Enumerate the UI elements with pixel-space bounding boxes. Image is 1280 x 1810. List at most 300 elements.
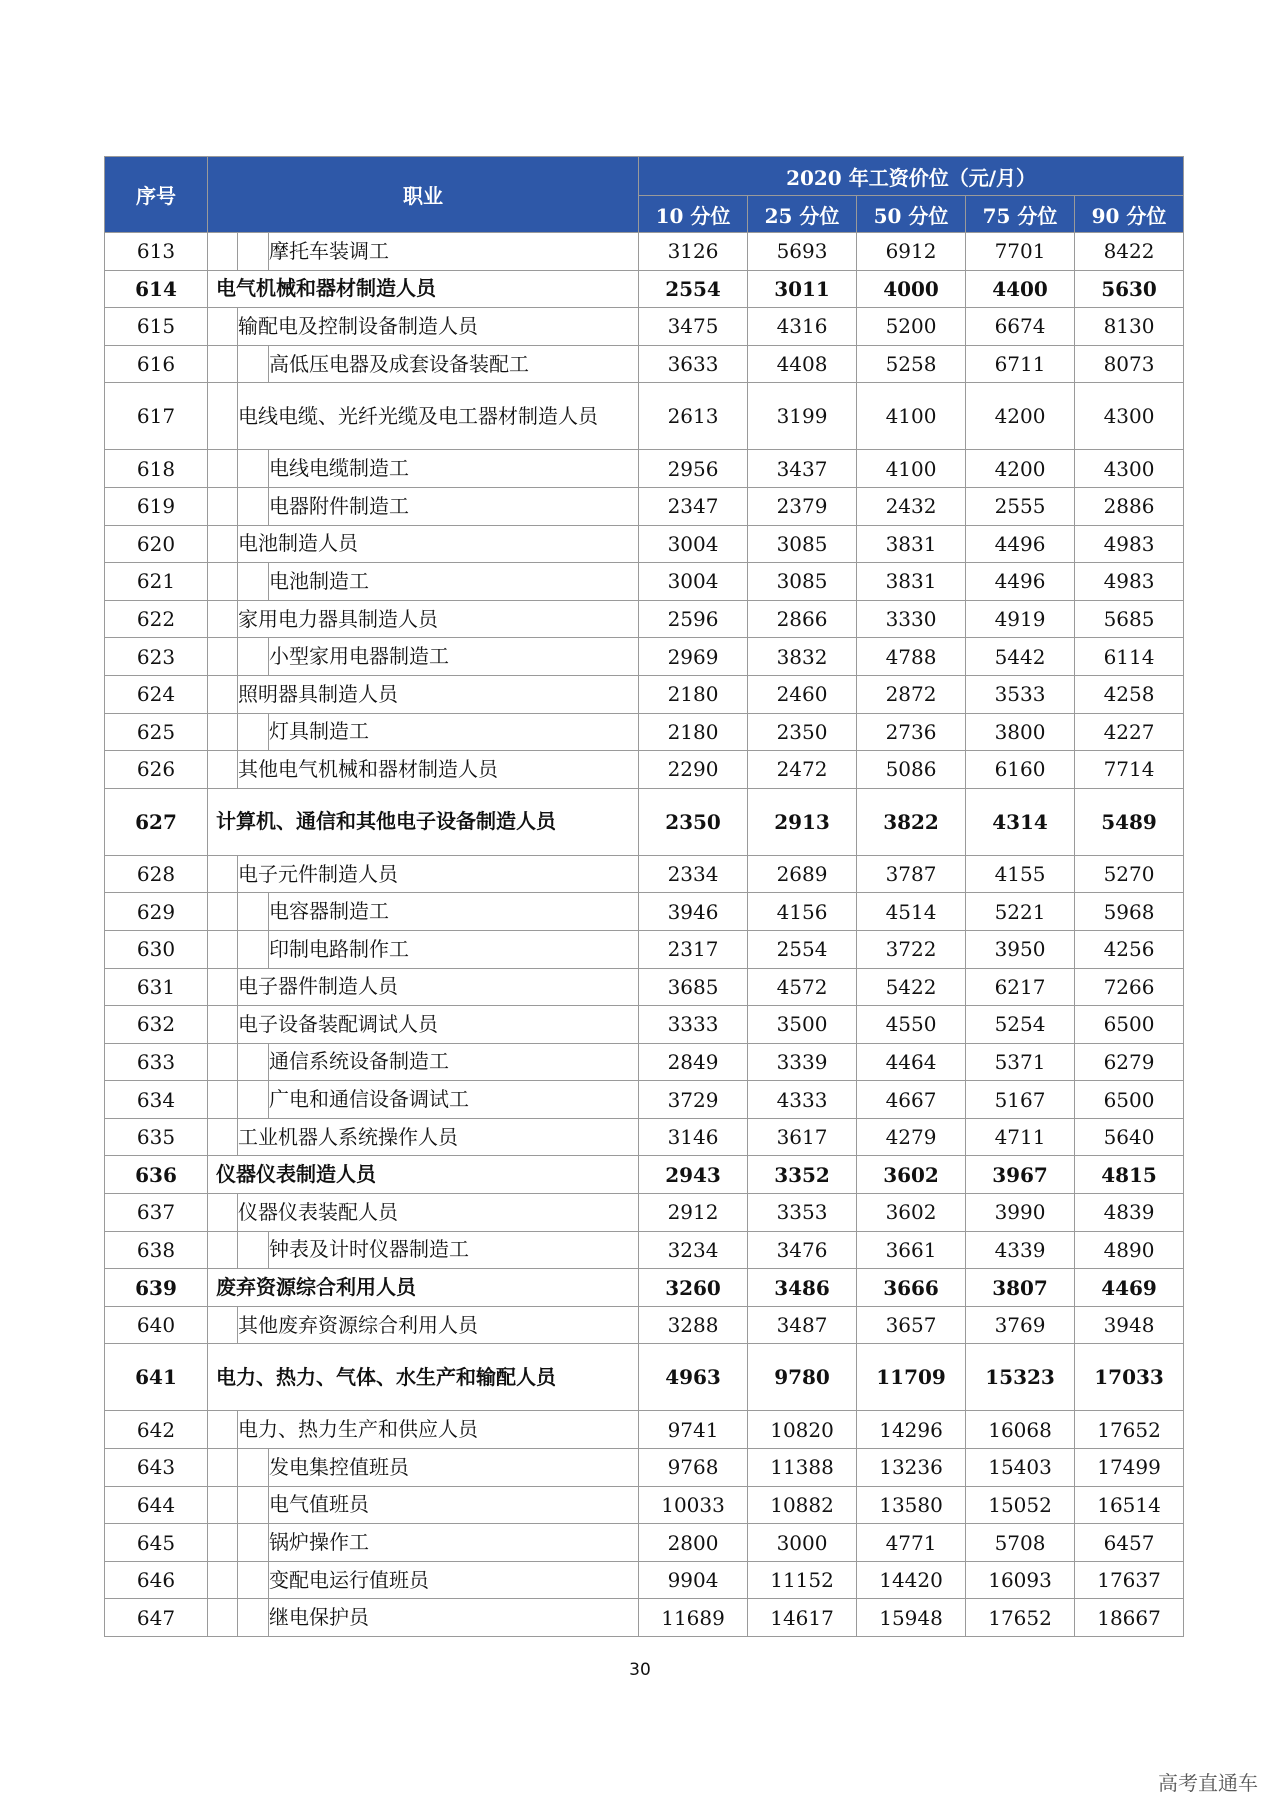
row-value: 4919 <box>966 600 1075 638</box>
row-value: 3722 <box>857 930 966 968</box>
row-value: 2736 <box>857 713 966 751</box>
row-value: 16068 <box>966 1411 1075 1449</box>
indent-cell <box>238 713 269 751</box>
row-value: 3330 <box>857 600 966 638</box>
row-seq: 643 <box>105 1449 208 1487</box>
row-value: 7701 <box>966 233 1075 271</box>
row-seq: 633 <box>105 1043 208 1081</box>
row-value: 3234 <box>639 1231 748 1269</box>
row-occupation: 电池制造工 <box>269 563 639 601</box>
row-seq: 625 <box>105 713 208 751</box>
row-value: 4550 <box>857 1006 966 1044</box>
table-row <box>105 525 1184 563</box>
row-value: 3533 <box>966 675 1075 713</box>
indent-cell <box>238 233 269 271</box>
row-value: 3260 <box>639 1269 748 1307</box>
row-value: 5422 <box>857 968 966 1006</box>
row-seq: 645 <box>105 1524 208 1562</box>
header-p25: 25 分位 <box>748 196 857 233</box>
row-value: 5630 <box>1075 270 1184 308</box>
row-value: 2596 <box>639 600 748 638</box>
row-value: 3831 <box>857 563 966 601</box>
indent-cell <box>208 600 238 638</box>
row-value: 2886 <box>1075 487 1184 525</box>
row-value: 4788 <box>857 638 966 676</box>
table-row <box>105 1006 1184 1044</box>
row-seq: 614 <box>105 270 208 308</box>
row-value: 3800 <box>966 713 1075 751</box>
row-value: 3990 <box>966 1194 1075 1232</box>
row-occupation: 电池制造人员 <box>238 525 639 563</box>
row-value: 2913 <box>748 788 857 855</box>
row-occupation: 照明器具制造人员 <box>238 675 639 713</box>
row-value: 4200 <box>966 450 1075 488</box>
row-value: 3333 <box>639 1006 748 1044</box>
table-row <box>105 1043 1184 1081</box>
row-value: 2347 <box>639 487 748 525</box>
row-value: 11388 <box>748 1449 857 1487</box>
row-occupation: 电子器件制造人员 <box>238 968 639 1006</box>
row-value: 3085 <box>748 525 857 563</box>
row-value: 3004 <box>639 525 748 563</box>
table-row <box>105 1561 1184 1599</box>
table-row <box>105 1449 1184 1487</box>
row-value: 2180 <box>639 713 748 751</box>
row-value: 4711 <box>966 1118 1075 1156</box>
indent-cell <box>208 1306 238 1344</box>
indent-cell <box>208 450 238 488</box>
row-value: 17499 <box>1075 1449 1184 1487</box>
row-value: 4100 <box>857 450 966 488</box>
indent-cell <box>238 1524 269 1562</box>
row-value: 4408 <box>748 345 857 383</box>
row-value: 5442 <box>966 638 1075 676</box>
row-value: 4300 <box>1075 450 1184 488</box>
row-value: 15052 <box>966 1486 1075 1524</box>
row-value: 4200 <box>966 383 1075 450</box>
row-seq: 635 <box>105 1118 208 1156</box>
row-value: 4256 <box>1075 930 1184 968</box>
row-value: 10033 <box>639 1486 748 1524</box>
row-seq: 622 <box>105 600 208 638</box>
table-row <box>105 308 1184 346</box>
row-value: 11709 <box>857 1344 966 1411</box>
row-value: 3353 <box>748 1194 857 1232</box>
row-value: 4316 <box>748 308 857 346</box>
row-value: 3339 <box>748 1043 857 1081</box>
indent-cell <box>208 713 238 751</box>
indent-cell <box>208 1599 238 1637</box>
row-value: 3831 <box>857 525 966 563</box>
row-seq: 638 <box>105 1231 208 1269</box>
page-number: 30 <box>629 1660 651 1680</box>
row-occupation: 电力、热力生产和供应人员 <box>238 1411 639 1449</box>
row-value: 4496 <box>966 525 1075 563</box>
table-row <box>105 893 1184 931</box>
row-value: 3617 <box>748 1118 857 1156</box>
row-value: 2969 <box>639 638 748 676</box>
row-value: 8130 <box>1075 308 1184 346</box>
row-value: 5258 <box>857 345 966 383</box>
row-seq: 613 <box>105 233 208 271</box>
row-value: 3146 <box>639 1118 748 1156</box>
indent-cell <box>208 893 238 931</box>
row-value: 2460 <box>748 675 857 713</box>
row-seq: 617 <box>105 383 208 450</box>
row-value: 4963 <box>639 1344 748 1411</box>
table-row <box>105 345 1184 383</box>
row-occupation: 电气值班员 <box>269 1486 639 1524</box>
row-value: 3822 <box>857 788 966 855</box>
indent-cell <box>208 1081 238 1119</box>
row-value: 2613 <box>639 383 748 450</box>
indent-cell <box>238 1486 269 1524</box>
row-value: 16093 <box>966 1561 1075 1599</box>
indent-cell <box>238 1561 269 1599</box>
row-seq: 621 <box>105 563 208 601</box>
row-seq: 623 <box>105 638 208 676</box>
row-occupation: 变配电运行值班员 <box>269 1561 639 1599</box>
row-seq: 615 <box>105 308 208 346</box>
row-seq: 644 <box>105 1486 208 1524</box>
indent-cell <box>208 638 238 676</box>
row-value: 6711 <box>966 345 1075 383</box>
row-seq: 619 <box>105 487 208 525</box>
row-value: 4000 <box>857 270 966 308</box>
row-value: 6674 <box>966 308 1075 346</box>
row-seq: 636 <box>105 1156 208 1194</box>
row-value: 3011 <box>748 270 857 308</box>
row-value: 5221 <box>966 893 1075 931</box>
row-value: 6457 <box>1075 1524 1184 1562</box>
table-row <box>105 563 1184 601</box>
row-value: 2432 <box>857 487 966 525</box>
row-value: 6160 <box>966 751 1075 789</box>
row-value: 3475 <box>639 308 748 346</box>
row-seq: 616 <box>105 345 208 383</box>
indent-cell <box>208 1449 238 1487</box>
row-value: 2956 <box>639 450 748 488</box>
table-row <box>105 788 1184 855</box>
row-value: 14296 <box>857 1411 966 1449</box>
row-value: 4572 <box>748 968 857 1006</box>
row-value: 4156 <box>748 893 857 931</box>
row-value: 2800 <box>639 1524 748 1562</box>
row-value: 5968 <box>1075 893 1184 931</box>
header-p90: 90 分位 <box>1075 196 1184 233</box>
row-occupation: 仪器仪表装配人员 <box>238 1194 639 1232</box>
row-occupation: 电子元件制造人员 <box>238 855 639 893</box>
row-value: 17652 <box>966 1599 1075 1637</box>
indent-cell <box>208 968 238 1006</box>
table-row <box>105 233 1184 271</box>
row-value: 4300 <box>1075 383 1184 450</box>
indent-cell <box>208 1524 238 1562</box>
row-value: 3967 <box>966 1156 1075 1194</box>
row-value: 7266 <box>1075 968 1184 1006</box>
row-occupation: 高低压电器及成套设备装配工 <box>269 345 639 383</box>
indent-cell <box>208 525 238 563</box>
watermark: 高考直通车 <box>1158 1771 1258 1795</box>
indent-cell <box>238 563 269 601</box>
row-value: 3126 <box>639 233 748 271</box>
row-seq: 641 <box>105 1344 208 1411</box>
row-value: 5270 <box>1075 855 1184 893</box>
row-seq: 646 <box>105 1561 208 1599</box>
row-occupation: 继电保护员 <box>269 1599 639 1637</box>
row-occupation: 广电和通信设备调试工 <box>269 1081 639 1119</box>
row-occupation: 电线电缆制造工 <box>269 450 639 488</box>
indent-cell <box>238 450 269 488</box>
row-seq: 632 <box>105 1006 208 1044</box>
table-row <box>105 487 1184 525</box>
row-value: 3769 <box>966 1306 1075 1344</box>
row-value: 3476 <box>748 1231 857 1269</box>
row-occupation: 灯具制造工 <box>269 713 639 751</box>
row-value: 3602 <box>857 1156 966 1194</box>
indent-cell <box>208 930 238 968</box>
row-value: 3657 <box>857 1306 966 1344</box>
row-value: 14420 <box>857 1561 966 1599</box>
row-seq: 634 <box>105 1081 208 1119</box>
row-occupation: 家用电力器具制造人员 <box>238 600 639 638</box>
row-value: 5685 <box>1075 600 1184 638</box>
row-value: 2555 <box>966 487 1075 525</box>
row-value: 2180 <box>639 675 748 713</box>
indent-cell <box>208 1561 238 1599</box>
table-row <box>105 968 1184 1006</box>
row-value: 2317 <box>639 930 748 968</box>
table-row <box>105 383 1184 450</box>
row-value: 5640 <box>1075 1118 1184 1156</box>
table-row <box>105 1344 1184 1411</box>
indent-cell <box>238 893 269 931</box>
table-row <box>105 1081 1184 1119</box>
row-value: 8422 <box>1075 233 1184 271</box>
row-value: 3500 <box>748 1006 857 1044</box>
row-occupation: 锅炉操作工 <box>269 1524 639 1562</box>
row-value: 5489 <box>1075 788 1184 855</box>
row-value: 4333 <box>748 1081 857 1119</box>
row-value: 2943 <box>639 1156 748 1194</box>
table-row <box>105 1411 1184 1449</box>
row-value: 13236 <box>857 1449 966 1487</box>
row-value: 17637 <box>1075 1561 1184 1599</box>
row-value: 5708 <box>966 1524 1075 1562</box>
row-value: 3685 <box>639 968 748 1006</box>
row-occupation: 输配电及控制设备制造人员 <box>238 308 639 346</box>
row-value: 4983 <box>1075 525 1184 563</box>
indent-cell <box>238 1231 269 1269</box>
row-value: 4469 <box>1075 1269 1184 1307</box>
row-value: 10820 <box>748 1411 857 1449</box>
row-value: 3666 <box>857 1269 966 1307</box>
row-value: 4667 <box>857 1081 966 1119</box>
row-value: 6217 <box>966 968 1075 1006</box>
row-value: 4100 <box>857 383 966 450</box>
row-seq: 624 <box>105 675 208 713</box>
row-value: 4890 <box>1075 1231 1184 1269</box>
table-row <box>105 1194 1184 1232</box>
row-value: 6279 <box>1075 1043 1184 1081</box>
row-value: 18667 <box>1075 1599 1184 1637</box>
header-p50: 50 分位 <box>857 196 966 233</box>
row-value: 4279 <box>857 1118 966 1156</box>
indent-cell <box>208 1118 238 1156</box>
row-value: 2379 <box>748 487 857 525</box>
row-value: 7714 <box>1075 751 1184 789</box>
table-header <box>105 157 1184 233</box>
row-value: 3199 <box>748 383 857 450</box>
row-value: 11152 <box>748 1561 857 1599</box>
row-occupation: 仪器仪表制造人员 <box>208 1156 639 1194</box>
row-occupation: 其他废弃资源综合利用人员 <box>238 1306 639 1344</box>
indent-cell <box>208 1411 238 1449</box>
table-row <box>105 1156 1184 1194</box>
row-value: 2472 <box>748 751 857 789</box>
table-row <box>105 450 1184 488</box>
header-occupation: 职业 <box>208 157 639 233</box>
row-value: 3832 <box>748 638 857 676</box>
indent-cell <box>238 930 269 968</box>
row-value: 5693 <box>748 233 857 271</box>
row-occupation: 印制电路制作工 <box>269 930 639 968</box>
wage-table <box>104 156 1184 1637</box>
row-value: 5086 <box>857 751 966 789</box>
row-value: 4839 <box>1075 1194 1184 1232</box>
row-value: 4155 <box>966 855 1075 893</box>
row-value: 4514 <box>857 893 966 931</box>
indent-cell <box>238 487 269 525</box>
row-seq: 631 <box>105 968 208 1006</box>
row-value: 3787 <box>857 855 966 893</box>
row-value: 11689 <box>639 1599 748 1637</box>
table-row <box>105 713 1184 751</box>
row-value: 15323 <box>966 1344 1075 1411</box>
row-occupation: 电容器制造工 <box>269 893 639 931</box>
row-value: 9768 <box>639 1449 748 1487</box>
row-value: 3948 <box>1075 1306 1184 1344</box>
table-row <box>105 1599 1184 1637</box>
row-occupation: 计算机、通信和其他电子设备制造人员 <box>208 788 639 855</box>
row-occupation: 电气机械和器材制造人员 <box>208 270 639 308</box>
indent-cell <box>208 487 238 525</box>
row-value: 3729 <box>639 1081 748 1119</box>
row-value: 14617 <box>748 1599 857 1637</box>
table-row <box>105 1231 1184 1269</box>
indent-cell <box>208 308 238 346</box>
indent-cell <box>208 563 238 601</box>
row-value: 8073 <box>1075 345 1184 383</box>
table-row <box>105 600 1184 638</box>
row-occupation: 发电集控值班员 <box>269 1449 639 1487</box>
table-row <box>105 675 1184 713</box>
row-value: 4464 <box>857 1043 966 1081</box>
row-value: 3486 <box>748 1269 857 1307</box>
indent-cell <box>208 675 238 713</box>
table-row <box>105 930 1184 968</box>
indent-cell <box>238 1449 269 1487</box>
row-value: 2872 <box>857 675 966 713</box>
row-value: 3004 <box>639 563 748 601</box>
row-value: 2290 <box>639 751 748 789</box>
row-value: 9904 <box>639 1561 748 1599</box>
row-value: 3633 <box>639 345 748 383</box>
row-value: 17033 <box>1075 1344 1184 1411</box>
row-value: 3000 <box>748 1524 857 1562</box>
row-seq: 618 <box>105 450 208 488</box>
row-value: 10882 <box>748 1486 857 1524</box>
indent-cell <box>208 1006 238 1044</box>
row-value: 4983 <box>1075 563 1184 601</box>
row-occupation: 通信系统设备制造工 <box>269 1043 639 1081</box>
table-row <box>105 1486 1184 1524</box>
row-value: 2689 <box>748 855 857 893</box>
row-value: 5371 <box>966 1043 1075 1081</box>
row-value: 4400 <box>966 270 1075 308</box>
row-occupation: 其他电气机械和器材制造人员 <box>238 751 639 789</box>
row-occupation: 废弃资源综合利用人员 <box>208 1269 639 1307</box>
row-value: 17652 <box>1075 1411 1184 1449</box>
row-seq: 639 <box>105 1269 208 1307</box>
row-value: 3950 <box>966 930 1075 968</box>
row-occupation: 钟表及计时仪器制造工 <box>269 1231 639 1269</box>
header-wage-group: 2020 年工资价位（元/月） <box>639 157 1184 196</box>
row-seq: 629 <box>105 893 208 931</box>
indent-cell <box>238 1081 269 1119</box>
row-seq: 630 <box>105 930 208 968</box>
indent-cell <box>208 233 238 271</box>
row-value: 5200 <box>857 308 966 346</box>
indent-cell <box>208 1231 238 1269</box>
indent-cell <box>208 383 238 450</box>
table-row <box>105 270 1184 308</box>
row-seq: 627 <box>105 788 208 855</box>
row-occupation: 工业机器人系统操作人员 <box>238 1118 639 1156</box>
row-value: 4496 <box>966 563 1075 601</box>
row-value: 4815 <box>1075 1156 1184 1194</box>
row-value: 2350 <box>748 713 857 751</box>
row-value: 2866 <box>748 600 857 638</box>
row-occupation: 电器附件制造工 <box>269 487 639 525</box>
indent-cell <box>208 345 238 383</box>
row-value: 2849 <box>639 1043 748 1081</box>
row-value: 15403 <box>966 1449 1075 1487</box>
row-occupation: 摩托车装调工 <box>269 233 639 271</box>
row-seq: 620 <box>105 525 208 563</box>
indent-cell <box>208 1486 238 1524</box>
row-value: 3807 <box>966 1269 1075 1307</box>
header-p75: 75 分位 <box>966 196 1075 233</box>
indent-cell <box>238 1599 269 1637</box>
row-seq: 626 <box>105 751 208 789</box>
row-seq: 637 <box>105 1194 208 1232</box>
row-value: 3085 <box>748 563 857 601</box>
indent-cell <box>238 1043 269 1081</box>
table-body <box>105 233 1184 1637</box>
table-row <box>105 1269 1184 1307</box>
table-row <box>105 855 1184 893</box>
indent-cell <box>208 1043 238 1081</box>
row-occupation: 电子设备装配调试人员 <box>238 1006 639 1044</box>
row-seq: 628 <box>105 855 208 893</box>
row-value: 2554 <box>748 930 857 968</box>
row-occupation: 电力、热力、气体、水生产和输配人员 <box>208 1344 639 1411</box>
indent-cell <box>238 345 269 383</box>
row-value: 4339 <box>966 1231 1075 1269</box>
table-row <box>105 1306 1184 1344</box>
header-p10: 10 分位 <box>639 196 748 233</box>
